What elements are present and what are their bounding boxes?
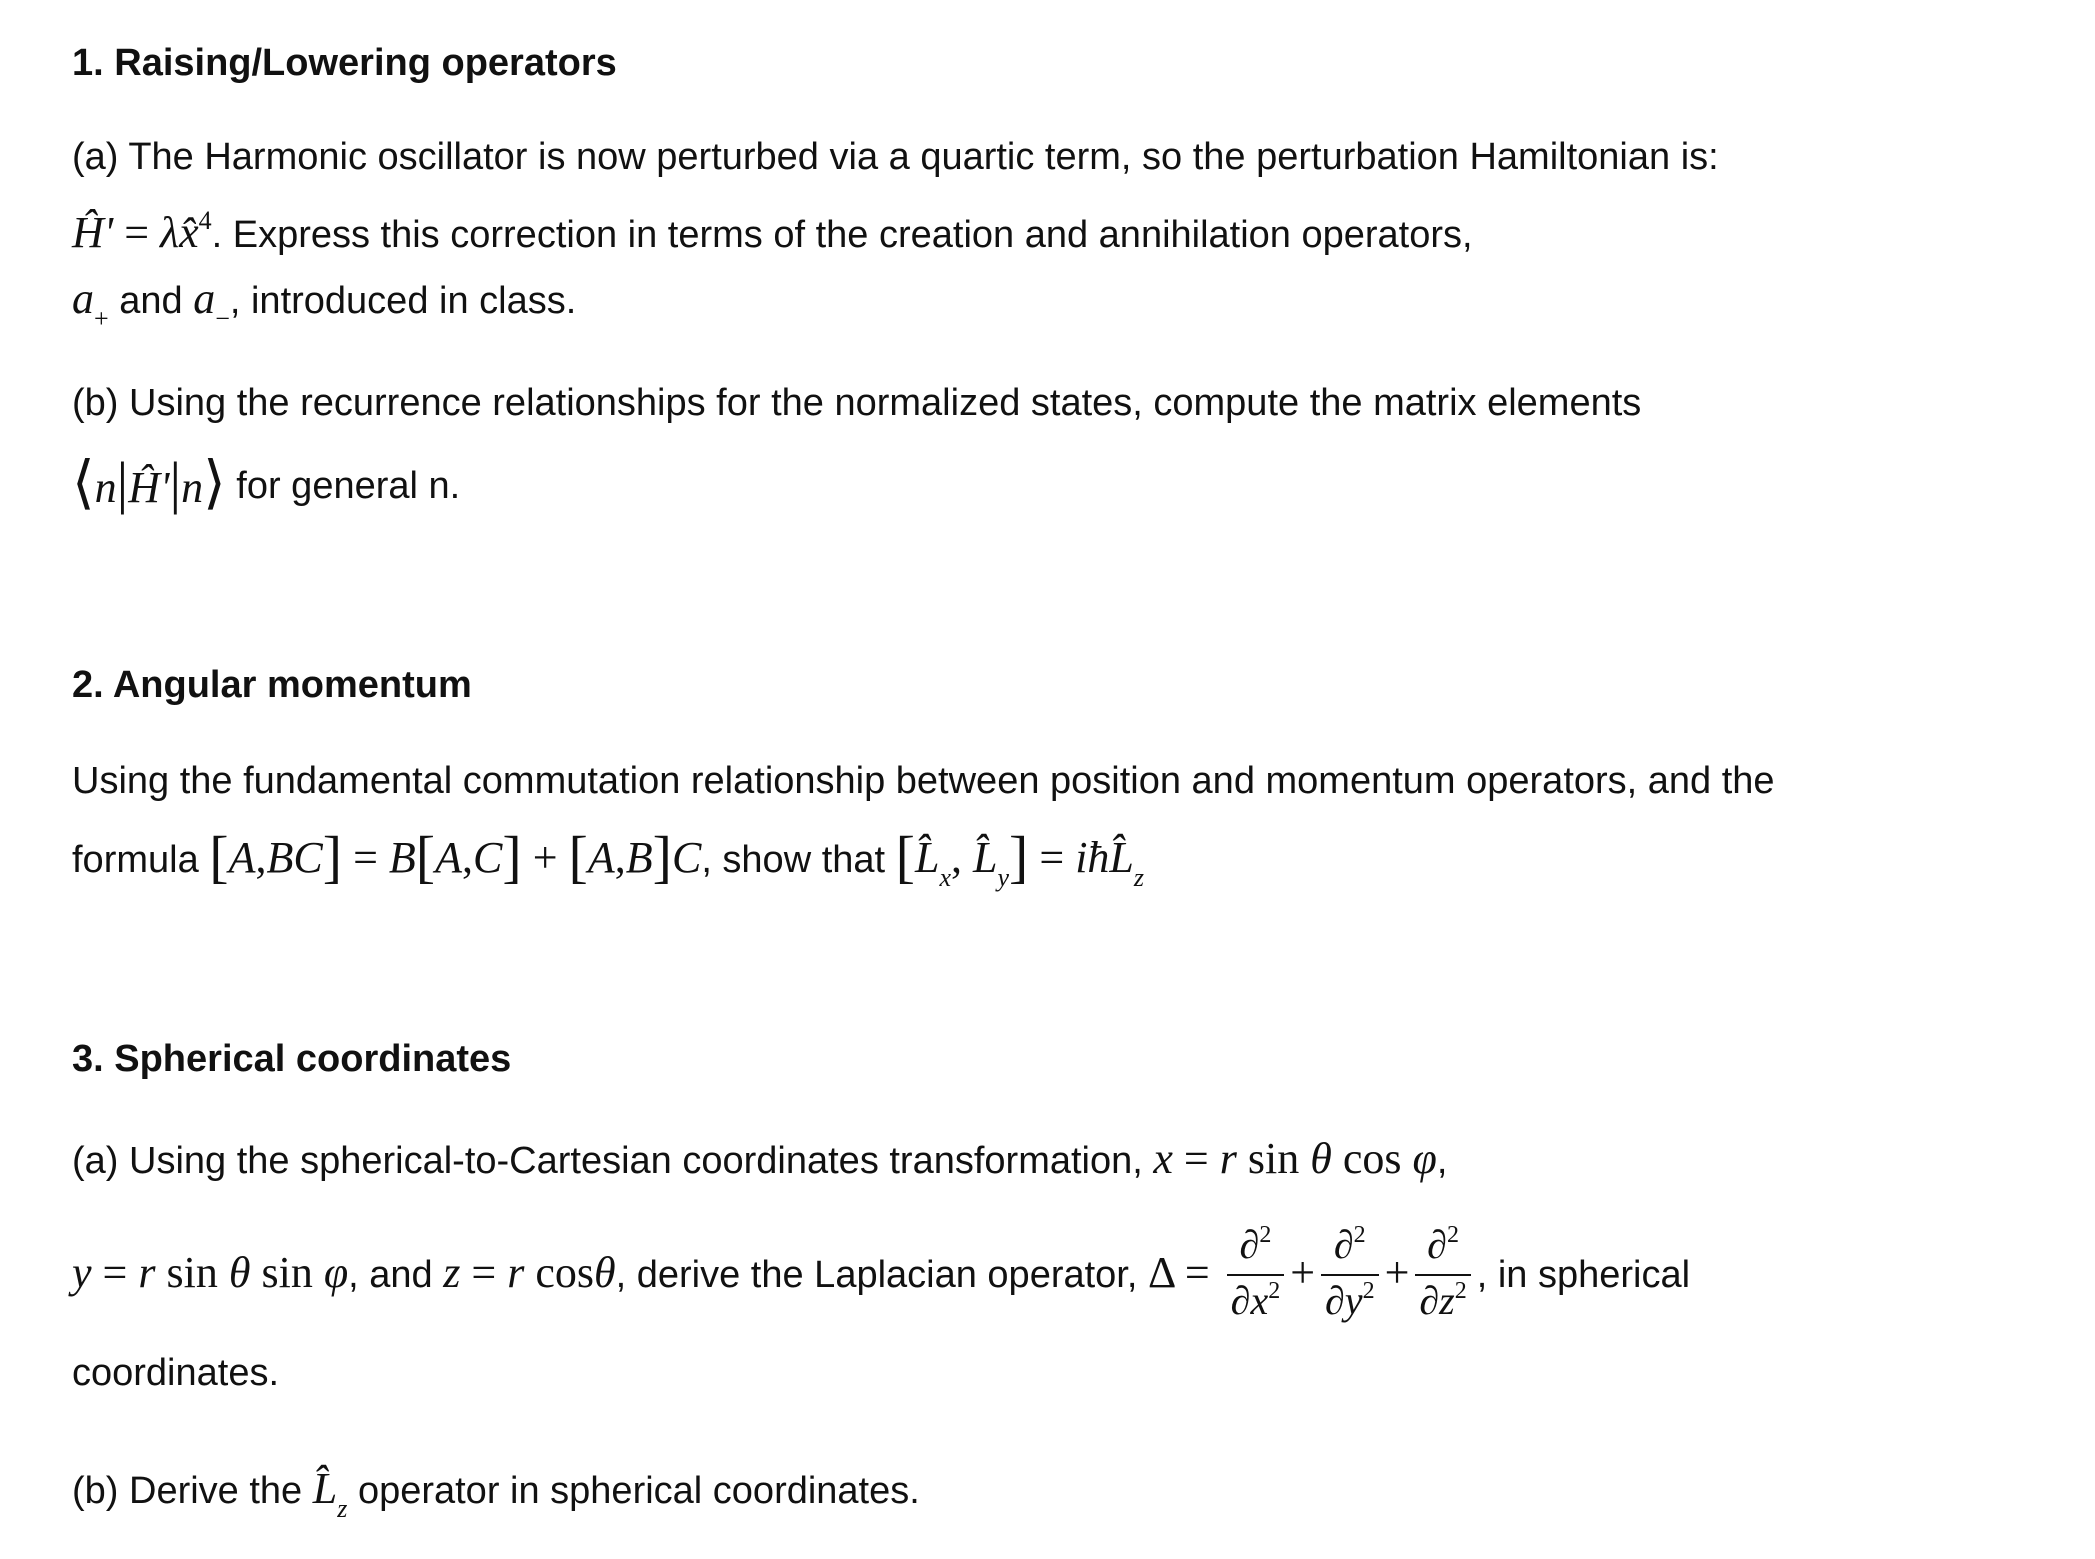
matrix-element-formula: ⟨n|Ĥ'|n⟩ xyxy=(72,450,226,515)
section-1-heading: 1. Raising/Lowering operators xyxy=(72,42,617,84)
section-1a-equation-line: Ĥ' = λx̂$^4$. Express this correction in terms of the creation and annihilation operators, xyxy=(72,206,1473,257)
section-2-line-1: Using the fundamental commutation relationship between position and momentum operators, and the xyxy=(72,760,1775,802)
hamiltonian-perturbation-formula: Ĥ' xyxy=(72,208,114,257)
raising-operator: a xyxy=(72,274,94,323)
lowering-operator: a xyxy=(193,274,216,323)
z-transform-formula: z = r cosθ xyxy=(443,1248,616,1297)
section-1b-end-text: for general n. xyxy=(236,465,461,507)
x-transform-formula: x = r sin θ cos φ xyxy=(1153,1134,1437,1183)
section-2-formula-line xyxy=(72,824,1145,892)
section-3a-coordinates-text: coordinates. xyxy=(72,1352,280,1394)
commutator-identity-formula: [A,BC] = B[A,C] + [A,B]C xyxy=(209,824,702,889)
section-1b-matrix-line xyxy=(72,450,461,515)
angular-momentum-commutator-formula: [$L̂_x$, $L̂_y$] = $iħL̂_z$ xyxy=(895,824,1145,892)
section-1b-intro: (b) Using the recurrence relationships for the normalized states, compute the matrix elements xyxy=(72,382,1642,424)
show-that-text: , show that xyxy=(701,839,886,881)
formula-label: formula xyxy=(72,839,199,881)
section-3a-laplacian-line xyxy=(72,1218,1690,1332)
section-1a-intro: (a) The Harmonic oscillator is now perturbed via a quartic term, so the perturbation Hamiltonian is: xyxy=(72,136,1719,178)
section-1a-end-text: , introduced in class. xyxy=(229,280,577,322)
section-1a-equation-text: . Express this correction in terms of the creation and annihilation operators, xyxy=(211,214,1473,256)
section-3a-intro: (a) Using the spherical-to-Cartesian coordinates transformation, xyxy=(72,1140,1143,1182)
lz-operator-formula: $L̂_z$ xyxy=(312,1464,348,1523)
section-3b-pre: (b) Derive the xyxy=(72,1470,303,1512)
section-3a-intro-line: (a) Using the spherical-to-Cartesian coordinates transformation, x = r sin θ cos φ, xyxy=(72,1134,1448,1183)
section-3b-post: operator in spherical coordinates. xyxy=(357,1470,920,1512)
section-3b-line xyxy=(72,1464,920,1523)
section-1a-operators-line: $a_+$ and $a_-$, introduced in class. xyxy=(72,274,577,333)
derive-laplacian-text: , derive the Laplacian operator, xyxy=(615,1254,1138,1296)
and-text: and xyxy=(119,280,183,322)
and-text-2: , and xyxy=(348,1254,433,1296)
laplacian-formula: Δ = $\frac{\partial^2}{\partial x^2}$ + $\frac{\partial^2}{\partial y^2}$ + $\frac{\partial^2}{\partial z^2}$ xyxy=(1148,1254,1477,1296)
in-spherical-text: , in spherical xyxy=(1476,1254,1691,1296)
y-transform-formula: y = r sin θ sin φ xyxy=(72,1248,349,1297)
section-3-heading: 3. Spherical coordinates xyxy=(72,1038,512,1080)
section-2-heading: 2. Angular momentum xyxy=(72,664,472,706)
